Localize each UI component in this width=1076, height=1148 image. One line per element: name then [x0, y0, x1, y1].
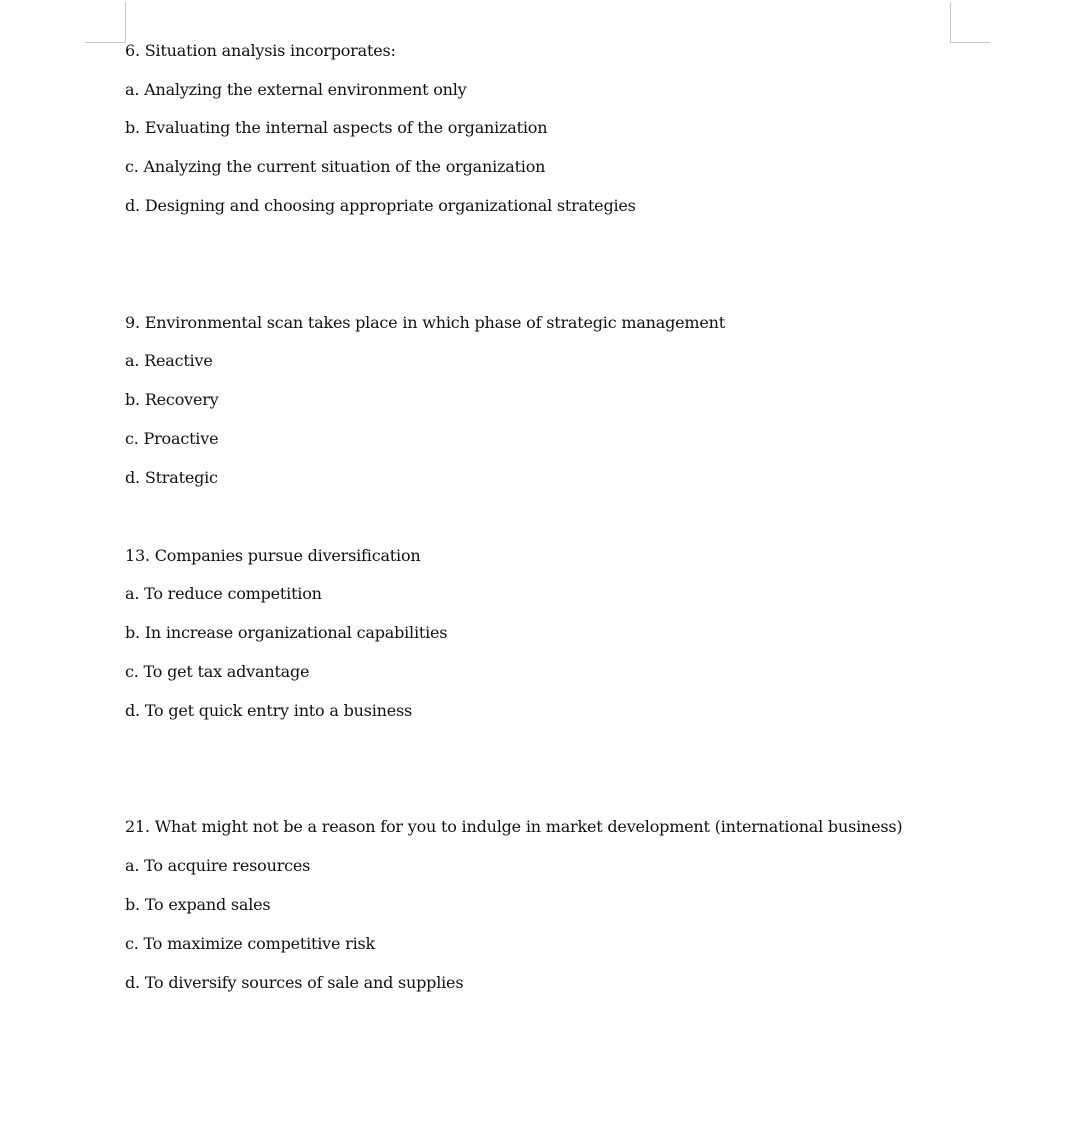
answer-option: b. In increase organizational capabilities [125, 623, 448, 642]
answer-option: c. Analyzing the current situation of the organization [125, 157, 546, 176]
answer-option: d. To diversify sources of sale and supplies [125, 973, 464, 992]
question-stem: 13. Companies pursue diversification [125, 546, 421, 565]
answer-option: d. Designing and choosing appropriate organizational strategies [125, 196, 636, 215]
crop-mark-top-left-horizontal [85, 42, 125, 43]
answer-option: b. To expand sales [125, 895, 271, 914]
question-stem: 9. Environmental scan takes place in which phase of strategic management [125, 313, 725, 332]
answer-option: b. Recovery [125, 390, 219, 409]
answer-option: a. Analyzing the external environment only [125, 80, 467, 99]
answer-option: b. Evaluating the internal aspects of the organization [125, 118, 548, 137]
answer-option: c. Proactive [125, 429, 219, 448]
answer-option: d. To get quick entry into a business [125, 701, 413, 720]
question-stem: 6. Situation analysis incorporates: [125, 41, 396, 60]
answer-option: c. To maximize competitive risk [125, 934, 376, 953]
question-stem: 21. What might not be a reason for you to indulge in market development (international business) [125, 817, 903, 836]
crop-mark-top-right-vertical [950, 2, 951, 42]
answer-option: a. To reduce competition [125, 584, 322, 603]
answer-option: c. To get tax advantage [125, 662, 310, 681]
crop-mark-top-left-vertical [125, 2, 126, 42]
answer-option: a. To acquire resources [125, 856, 311, 875]
answer-option: d. Strategic [125, 468, 218, 487]
answer-option: a. Reactive [125, 351, 213, 370]
crop-mark-top-right-horizontal [950, 42, 990, 43]
